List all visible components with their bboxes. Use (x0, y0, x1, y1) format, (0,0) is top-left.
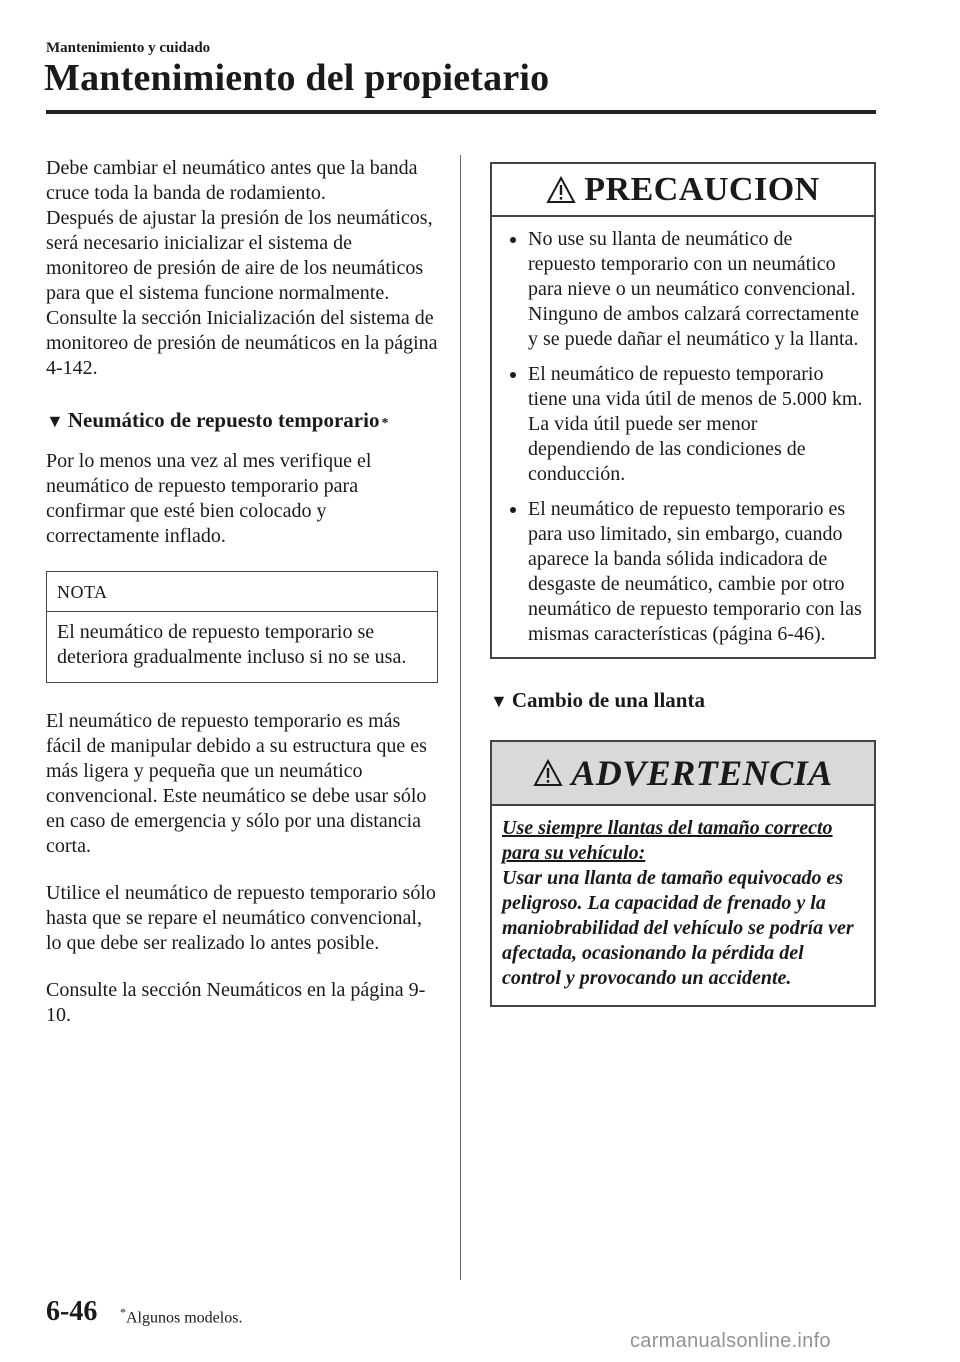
warning-box (490, 740, 876, 1007)
paragraph-spare-usage: Utilice el neumático de repuesto temporario sólo hasta que se repare el neumático convencional, lo que debe ser realizado lo antes posible. (46, 882, 436, 954)
paragraph-reference-tires: Consulte la sección Neumáticos en la página 9-10. (46, 979, 426, 1026)
watermark: carmanualsonline.info (630, 1330, 831, 1352)
warning-text: Usar una llanta de tamaño equivocado es peligroso. La capacidad de frenado y la maniobrabilidad del vehículo se podría ver afectada, ocasionando la pérdida del control y provocando un accidente. (502, 867, 854, 989)
list-item (504, 362, 864, 487)
heading-wheel-change-text: Cambio de una llanta (511, 688, 705, 712)
heading-spare-tire-text: Neumático de repuesto temporario (67, 408, 380, 432)
heading-wheel-change (490, 687, 876, 714)
header-rule (46, 110, 876, 114)
paragraph-reference-initialization: Consulte la sección Inicialización del sistema de monitoreo de presión de neumáticos en la página 4-142. (46, 307, 438, 379)
note-box (46, 571, 438, 683)
warning-lead: Use siempre llantas del tamaño correcto para su vehículo: (502, 817, 833, 864)
warning-body (492, 806, 874, 1005)
paragraph-spare-description: El neumático de repuesto temporario es más fácil de manipular debido a su estructura que es más ligera y pequeña que un neumático convencional. Este neumático se debe usar sólo en caso de emergencia y sólo por una distancia corta. (46, 710, 427, 857)
note-text: El neumático de repuesto temporario se deteriora gradualmente incluso si no se usa. (57, 621, 407, 668)
column-divider (460, 155, 461, 1280)
triangle-down-icon: ▼ (490, 691, 508, 711)
page-number: 6-46 (46, 1296, 98, 1327)
page-title: Mantenimiento del propietario (44, 57, 550, 99)
caution-item-text: El neumático de repuesto temporario tiene una vida útil de menos de 5.000 km. La vida útil puede ser menor dependiendo de las condiciones de conducción. (528, 363, 863, 485)
left-column (46, 156, 438, 1028)
footnote-text: Algunos modelos. (126, 1309, 243, 1327)
caution-item-text: No use su llanta de neumático de repuesto temporario con un neumático para nieve o un neumático convencional. Ninguno de ambos calzará correctamente y se puede dañar el neumático y la llanta. (528, 228, 859, 350)
bullet-icon (510, 372, 516, 378)
triangle-down-icon: ▼ (46, 411, 64, 431)
asterisk-marker: * (120, 1305, 126, 1319)
caution-list (504, 227, 864, 647)
caution-box (490, 162, 876, 659)
warning-triangle-icon (533, 759, 563, 787)
list-item (504, 227, 864, 352)
list-item (504, 497, 864, 647)
paragraph-pressure: Después de ajustar la presión de los neumáticos, será necesario inicializar el sistema de monitoreo de presión de aire de los neumáticos para que el sistema funcione normalmente. (46, 207, 433, 304)
note-title: NOTA (47, 572, 437, 612)
paragraph-monthly-check: Por lo menos una vez al mes verifique el neumático de repuesto temporario para confirmar que esté bien colocado y correctamente inflado. (46, 450, 372, 547)
asterisk-marker: * (381, 416, 389, 431)
paragraph-tread: Debe cambiar el neumático antes que la banda cruce toda la banda de rodamiento. (46, 157, 418, 204)
caution-body (492, 217, 874, 657)
right-column (490, 162, 876, 1007)
heading-spare-tire (46, 407, 438, 437)
bullet-icon (510, 507, 516, 513)
warning-triangle-icon (546, 176, 576, 204)
caution-title: PRECAUCION (584, 170, 820, 208)
footnote (120, 1305, 242, 1327)
caution-header (492, 164, 874, 217)
bullet-icon (510, 237, 516, 243)
warning-header (492, 742, 874, 806)
caution-item-text: El neumático de repuesto temporario es para uso limitado, sin embargo, cuando aparece la banda sólida indicadora de desgaste de neumático, cambie por otro neumático de repuesto temporario con las mismas características (página 6-46). (528, 498, 862, 645)
section-kicker: Mantenimiento y cuidado (46, 40, 211, 56)
warning-title: ADVERTENCIA (571, 753, 833, 793)
